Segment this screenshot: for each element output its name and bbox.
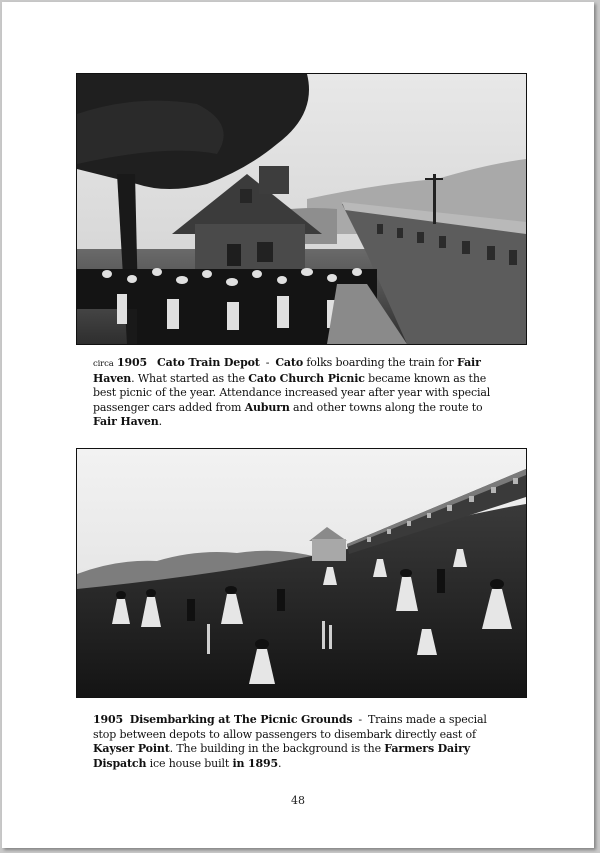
caption-year: 1905 <box>93 713 124 726</box>
caption-separator: - <box>358 713 362 726</box>
photo-cato-train-depot <box>76 73 527 345</box>
photo-picnic-grounds <box>76 448 527 698</box>
caption-year: 1905 <box>116 356 147 369</box>
caption-separator: - <box>265 356 270 369</box>
book-page <box>2 2 594 848</box>
caption-cato-train-depot <box>93 356 503 430</box>
photo-picnic-grounds-image <box>77 449 526 697</box>
photo-cato-train-depot-image <box>77 74 526 344</box>
caption-picnic-grounds <box>93 713 503 771</box>
caption-body: Cato folks boarding the train for Fair Haven. What started as the Cato Church Picnic became known as the best picnic of the year. Attendance increased year after year with special passenger cars added from Auburn and other towns along the route to Fair Haven. <box>93 356 491 429</box>
caption-title: Cato Train Depot <box>157 356 260 369</box>
caption-body: Trains made a special stop between depots to allow passengers to disembark directly east of Kayser Point. The building in the background is the Farmers Dairy Dispatch ice house built in 1895. <box>93 713 487 770</box>
page-number: 48 <box>291 794 305 807</box>
caption-circa: circa <box>93 359 114 369</box>
caption-title: Disembarking at The Picnic Grounds <box>129 713 353 726</box>
